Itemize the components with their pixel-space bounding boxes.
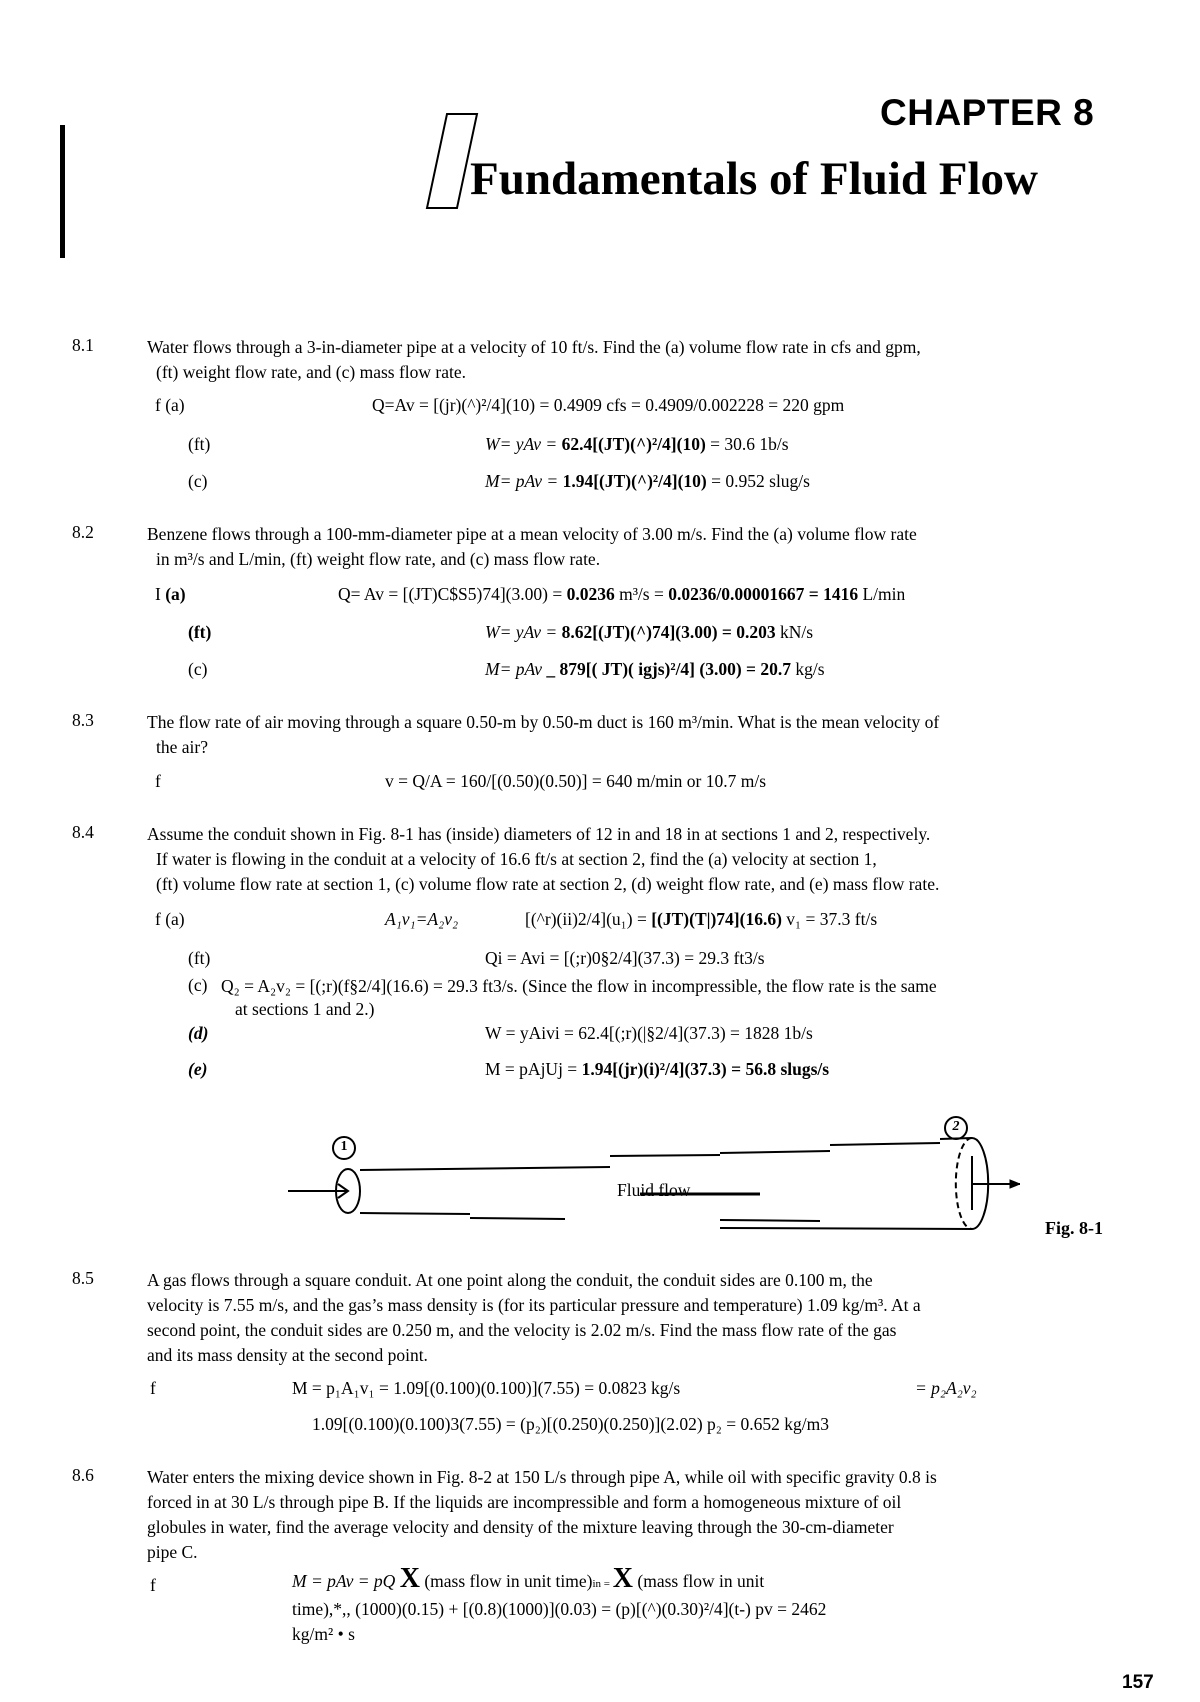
solution-equation <box>485 471 810 492</box>
equation-part: L/min <box>858 584 906 604</box>
equation-line: time),*,, (1000)(0.15) + [(0.8)(1000)](0.03) = (p)[(^)(0.30)²/4](t-) pv = 2462 <box>292 1599 827 1619</box>
solution-equation <box>221 975 937 1021</box>
equation-part: in = <box>592 1578 613 1590</box>
solution-label: (c) <box>188 471 208 491</box>
conduit-figure <box>280 1110 1020 1235</box>
equation-part: (mass flow in unit <box>633 1571 765 1591</box>
equation-part: [(JT)(T|)74](16.6) <box>651 909 782 929</box>
chapter-title: Fundamentals of Fluid Flow <box>470 153 1038 205</box>
solution-equation: = p₂A₂v₂ <box>915 1378 977 1398</box>
solution-equation: M = p₁A₁v₁ = 1.09[(0.100)(0.100)](7.55) = 0.0823 kg/s <box>292 1378 681 1398</box>
solution-label: f <box>150 1378 156 1398</box>
equation-part: M= pAv = <box>485 471 563 491</box>
solution-equation <box>292 1563 827 1647</box>
statement-line: Benzene flows through a 100-mm-diameter pipe at a mean velocity of 3.00 m/s. Find the (a) volume flow rate <box>147 524 917 544</box>
equation-line: at sections 1 and 2.) <box>235 999 375 1019</box>
equation-part: = 30.6 1b/s <box>705 434 789 454</box>
solution-equation <box>525 909 877 930</box>
solution-label: (ft) <box>188 434 211 454</box>
solution-label: (c) <box>188 975 208 995</box>
statement-line: The flow rate of air moving through a square 0.50-m by 0.50-m duct is 160 m³/min. What is the mean velocity of <box>147 712 940 732</box>
equation-part: 0.0236/0.00001667 = 1416 <box>668 584 859 604</box>
left-margin-bar <box>60 125 65 258</box>
conduit-wall <box>610 1155 720 1156</box>
solution-label: f <box>150 1575 156 1595</box>
equation-part: M = pAv = pQ <box>292 1571 400 1591</box>
solution-label: f <box>155 771 161 791</box>
problem-statement <box>147 822 1067 897</box>
problem-number: 8.6 <box>72 1465 94 1485</box>
conduit-wall <box>720 1228 972 1229</box>
problem-statement <box>147 522 1067 572</box>
solution-equation <box>485 622 813 643</box>
problem-number: 8.2 <box>72 522 94 542</box>
problem-statement <box>147 710 1067 760</box>
equation-part: = 0.952 slug/s <box>706 471 810 491</box>
statement-line: If water is flowing in the conduit at a velocity of 16.6 ft/s at section 2, find the (a) velocity at section 1, <box>156 849 877 869</box>
equation-part: (mass flow in unit time) <box>419 1571 593 1591</box>
solution-equation: v = Q/A = 160/[(0.50)(0.50)] = 640 m/min or 10.7 m/s <box>385 771 767 791</box>
label-part: I <box>155 584 166 604</box>
statement-line: (ft) volume flow rate at section 1, (c) volume flow rate at section 2, (d) weight flow rate, and (e) mass flow rate. <box>156 874 940 894</box>
equation-part: M = pAjUj = <box>485 1059 582 1079</box>
statement-line: (ft) weight flow rate, and (c) mass flow rate. <box>156 362 467 382</box>
equation-part: 8.62[(JT)(^)74](3.00) = 0.203 <box>561 622 776 642</box>
solution-label: f (a) <box>155 395 185 415</box>
equation-part: 1.94[(JT)(^)²/4](10) <box>562 471 707 491</box>
section-1-label: 1 <box>340 1139 348 1154</box>
equation-part: 1.94[(jr)(i)²/4](37.3) = 56.8 slugs/s <box>581 1059 830 1079</box>
equation-line: Q₂ = A₂v₂ = [(;r)(f§2/4](16.6) = 29.3 ft3/s. (Since the flow in incompressible, the flow rate is the same <box>221 976 937 996</box>
conduit-wall <box>360 1213 470 1214</box>
solution-label: (d) <box>188 1023 209 1043</box>
section-2-label: 2 <box>952 1119 960 1134</box>
statement-line: globules in water, find the average velocity and density of the mixture leaving through the 30-cm-diameter <box>147 1517 894 1537</box>
statement-line: second point, the conduit sides are 0.250 m, and the velocity is 2.02 m/s. Find the mass flow rate of the gas <box>147 1320 897 1340</box>
problem-number: 8.1 <box>72 335 94 355</box>
problem-number: 8.5 <box>72 1268 94 1288</box>
equation-part: W= yAv = <box>485 622 562 642</box>
equation-part: W= yAv = <box>485 434 562 454</box>
statement-line: forced in at 30 L/s through pipe B. If the liquids are incompressible and form a homogeneous mixture of oil <box>147 1492 902 1512</box>
problem-number: 8.4 <box>72 822 94 842</box>
solution-label: (ft) <box>188 622 212 642</box>
problem-number: 8.3 <box>72 710 94 730</box>
section-2-ellipse <box>956 1138 972 1229</box>
figure-caption: Fig. 8-1 <box>1045 1218 1103 1238</box>
statement-line: Assume the conduit shown in Fig. 8-1 has (inside) diameters of 12 in and 18 in at sections 1 and 2, respectively. <box>147 824 931 844</box>
solution-label: (e) <box>188 1059 208 1079</box>
page-number: 157 <box>1122 1672 1154 1693</box>
solution-label: (ft) <box>188 948 211 968</box>
conduit-wall <box>830 1143 940 1145</box>
solution-equation: A₁v₁=A₂v₂ <box>385 909 459 929</box>
equation-part: M= pAv <box>485 659 547 679</box>
sum-symbol: X <box>399 1563 420 1594</box>
conduit-wall <box>720 1151 830 1153</box>
statement-line: velocity is 7.55 m/s, and the gas’s mass density is (for its particular pressure and temperature) 1.09 kg/m³. At a <box>147 1295 921 1315</box>
statement-line: Water enters the mixing device shown in Fig. 8-2 at 150 L/s through pipe A, while oil with specific gravity 0.8 is <box>147 1467 937 1487</box>
equation-part: _ 879[( JT)( igjs)²/4] (3.00) = 20.7 <box>546 659 792 679</box>
solution-equation: W = yAivi = 62.4[(;r)(|§2/4](37.3) = 1828 1b/s <box>485 1023 813 1043</box>
solution-equation: 1.09[(0.100)(0.100)3(7.55) = (p₂)[(0.250)(0.250)](2.02) p₂ = 0.652 kg/m3 <box>312 1414 829 1434</box>
statement-line: Water flows through a 3-in-diameter pipe at a velocity of 10 ft/s. Find the (a) volume flow rate in cfs and gpm, <box>147 337 921 357</box>
statement-line: the air? <box>156 737 208 757</box>
statement-line: and its mass density at the second point. <box>147 1345 428 1365</box>
problem-statement <box>147 1268 1067 1368</box>
equation-part: 62.4[(JT)(^)²/4](10) <box>561 434 706 454</box>
equation-part: kg/s <box>791 659 825 679</box>
solution-equation: Qi = Avi = [(;r)0§2/4](37.3) = 29.3 ft3/s <box>485 948 765 968</box>
statement-line: in m³/s and L/min, (ft) weight flow rate, and (c) mass flow rate. <box>156 549 601 569</box>
problem-statement <box>147 1465 1067 1565</box>
sum-symbol: X <box>612 1563 633 1594</box>
statement-line: pipe C. <box>147 1542 198 1562</box>
equation-part: v₁ = 37.3 ft/s <box>781 909 878 929</box>
solution-equation: Q=Av = [(jr)(^)²/4](10) = 0.4909 cfs = 0.4909/0.002228 = 220 gpm <box>372 395 845 415</box>
solution-label: (c) <box>188 659 208 679</box>
solution-label <box>155 584 186 605</box>
conduit-wall <box>720 1220 820 1221</box>
flow-label: Fluid flow <box>617 1180 691 1200</box>
conduit-wall <box>360 1167 610 1170</box>
solution-equation <box>485 1059 829 1080</box>
solution-equation <box>485 434 789 455</box>
problem-statement <box>147 335 1067 385</box>
arrow-icon <box>1010 1180 1020 1188</box>
solution-equation <box>485 659 825 680</box>
equation-part: kN/s <box>775 622 814 642</box>
equation-part: Q= Av = [(JT)C$S5)74](3.00) = <box>338 584 567 604</box>
label-part: (a) <box>165 584 186 604</box>
chapter-label: CHAPTER 8 <box>880 92 1095 133</box>
equation-line: kg/m² • s <box>292 1624 355 1644</box>
conduit-wall <box>470 1218 565 1219</box>
equation-part: [(^r)(ii)2/4](u₁) = <box>525 909 652 929</box>
solution-equation <box>338 584 905 605</box>
solution-label: f (a) <box>155 909 185 929</box>
statement-line: A gas flows through a square conduit. At one point along the conduit, the conduit sides are 0.100 m, the <box>147 1270 873 1290</box>
equation-part: m³/s = <box>614 584 669 604</box>
equation-part: 0.0236 <box>566 584 615 604</box>
